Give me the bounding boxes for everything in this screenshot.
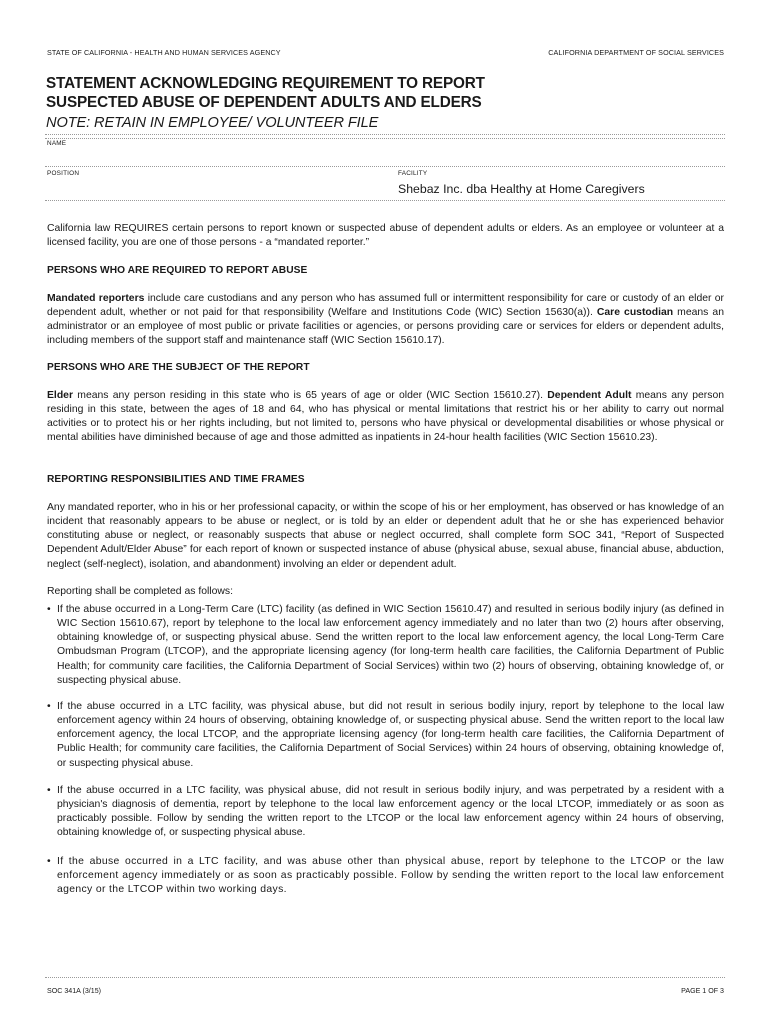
bullet-item-ltc-serious-injury [47, 603, 724, 688]
dependent-adult-text: means any person residing in this state, between the ages of 18 and 64, who has physical or mental limitations that restrict his or her ability to carry out normal activities or to protect his or her rights including, but not limited to, persons who have physical or developmental disabilities or whose physical or mental abilities have diminished because of age and those admitted as inpatients in 24-hour health facilities (WIC Section 15610.23). [47, 390, 725, 444]
name-label: NAME [47, 140, 67, 147]
elder-text: means any person residing in this state who is 65 years of age or older (WIC Section 15610.27). [73, 390, 548, 401]
section-heading-responsibilities: REPORTING RESPONSIBILITIES AND TIME FRAMES [47, 474, 305, 485]
responsibilities-paragraph: Any mandated reporter, who in his or her professional capacity, or within the scope of his or her employment, has observed or has knowledge of an incident that reasonably appears to be abuse or neglect, or is told by an elder or dependent adult that he or she has experienced behavior constituting abuse or neglect, or reasonably suspects that abuse or neglect occurred, shall complete form SOC 341, “Report of Suspected Dependent Adult/Elder Abuse” for each report of known or suspected instance of abuse (physical abuse, sexual abuse, financial abuse, abduction, neglect (self-neglect), isolation, and abandonment) involving an elder or dependent adult. [47, 502, 724, 570]
position-label: POSITION [47, 170, 80, 177]
facility-field[interactable]: Shebaz Inc. dba Healthy at Home Caregivers [398, 182, 645, 196]
term-mandated-reporters: Mandated reporters [47, 293, 145, 304]
position-field-top-line [45, 166, 725, 167]
footer-divider [45, 977, 725, 978]
term-care-custodian: Care custodian [596, 307, 674, 319]
bullet-icon: • [47, 701, 51, 712]
title-line-2: SUSPECTED ABUSE OF DEPENDENT ADULTS AND ELDERS [46, 94, 482, 111]
facility-label: FACILITY [398, 170, 428, 177]
bullet-icon: • [47, 856, 51, 867]
term-dependent-adult: Dependent Adult [547, 390, 632, 401]
bullet-icon: • [47, 785, 51, 796]
document-title [46, 74, 485, 112]
term-elder: Elder [47, 390, 73, 401]
section-heading-subjects: PERSONS WHO ARE THE SUBJECT OF THE REPORT [47, 362, 310, 373]
page-number: PAGE 1 OF 3 [681, 987, 724, 995]
bullet-icon: • [47, 604, 51, 615]
bullet-text: If the abuse occurred in a LTC facility, was physical abuse, but did not result in serious bodily injury, report by telephone to the local law enforcement agency within 24 hours of observing, obtaining knowledge of, or suspecting physical abuse. Send the written report to the local law enforcement agency, the local LTCOP, and the appropriate licensing agency (for long-term health care facilities, the California Department of Public Health; for community care facilities, the California Department of Social Services) within 24 hours of observing, obtaining knowledge of, or suspecting physical abuse. [57, 701, 724, 769]
retain-note: NOTE: RETAIN IN EMPLOYEE/ VOLUNTEER FILE [46, 115, 379, 131]
agency-header-left: STATE OF CALIFORNIA - HEALTH AND HUMAN SERVICES AGENCY [47, 48, 281, 57]
bullet-item-ltc-other-abuse [47, 855, 724, 897]
title-line-1: STATEMENT ACKNOWLEDGING REQUIREMENT TO REPORT [46, 75, 485, 92]
form-id: SOC 341A (3/15) [47, 987, 102, 995]
bullet-item-ltc-dementia [47, 784, 724, 841]
agency-header-right: CALIFORNIA DEPARTMENT OF SOCIAL SERVICES [548, 48, 724, 57]
bullet-text: If the abuse occurred in a LTC facility, was physical abuse, did not result in serious bodily injury, and was perpetrated by a resident with a physician's diagnosis of dementia, report by telephone to the local law enforcement agency or the local LTCOP, immediately or as soon as practicably possible. Follow by sending the written report to the LTCOP or the local law enforcement agency within 24 hours of observing, obtaining knowledge of, or suspecting physical abuse. [57, 785, 724, 839]
note-divider [45, 134, 725, 135]
name-field-top-line [45, 138, 725, 139]
care-custodian-text: means an administrator or an employee of most public or private facilities or agencies, or persons providing care or services for elders or dependent adults, including members of the support staff and maintenance staff (WIC Section 15610.17). [47, 307, 724, 347]
subjects-paragraph [47, 389, 724, 446]
bullet-item-ltc-no-serious-injury [47, 700, 724, 771]
reporting-lead: Reporting shall be completed as follows: [47, 586, 233, 597]
mandated-reporters-paragraph [47, 292, 724, 349]
intro-paragraph: California law REQUIRES certain persons to report known or suspected abuse of dependent adults or elders. As an employee or volunteer at a licensed facility, you are one of those persons - a “mandated reporter.” [47, 223, 724, 249]
section-heading-required-reporters: PERSONS WHO ARE REQUIRED TO REPORT ABUSE [47, 265, 308, 276]
mandated-reporters-text: include care custodians and any person who has assumed full or intermittent responsibility for care or custody of an elder or dependent adult, whether or not paid for that responsibility (Welfare and Institutions Code (WIC) Section 15630(a)). [47, 293, 724, 319]
bullet-text: If the abuse occurred in a Long-Term Care (LTC) facility (as defined in WIC Section 15610.47) and resulted in serious bodily injury (as defined in WIC Section 15610.67), report by telephone to the local law enforcement agency immediately and no later than two (2) hours after observing, obtaining knowledge of, or suspecting physical abuse. Send the written report to the local law enforcement agency, the local Long-Term Care Ombudsman Program (LTCOP), and the appropriate licensing agency (for long-term health care facilities, the California Department of Public Health; for community care facilities, the California Department of Social Services) within two (2) hours of observing, obtaining knowledge of, or suspecting physical abuse. [57, 604, 724, 686]
bullet-text: If the abuse occurred in a LTC facility, and was abuse other than physical abuse, report by telephone to the LTCOP or the law enforcement agency immediately or as soon as practicably possible. Follow by sending the written report to the local law enforcement agency or the LTCOP within two working days. [57, 856, 724, 896]
fields-bottom-line [45, 200, 725, 201]
